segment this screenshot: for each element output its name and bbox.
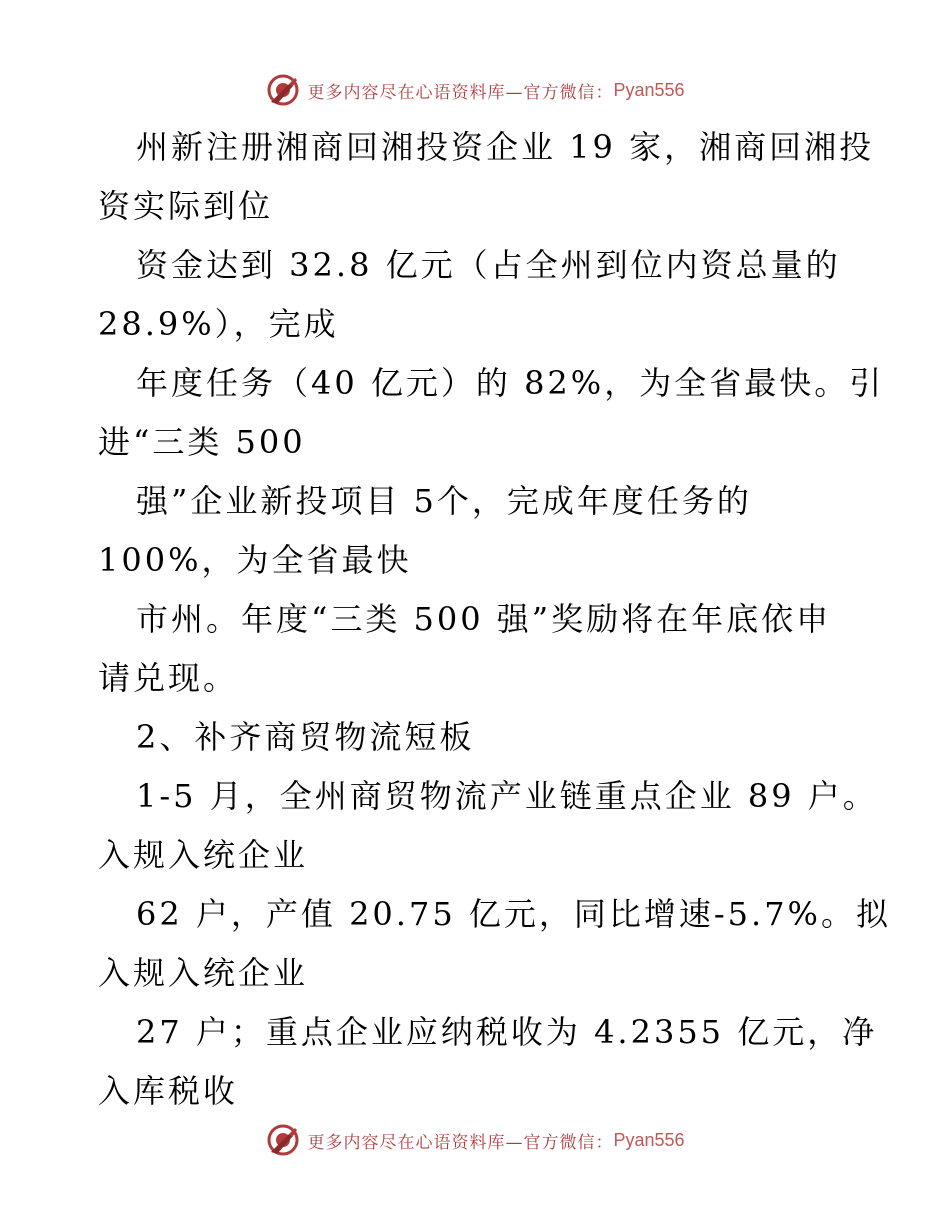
text-line: 入规入统企业 <box>98 954 309 992</box>
watermark-text: 更多内容尽在心语资料库—官方微信： <box>307 82 614 103</box>
header-watermark <box>0 70 950 110</box>
text-line: 27 户；重点企业应纳税收为 4.2355 亿元，净 <box>136 1013 878 1051</box>
text-line: 市州。年度“三类 500 强”奖励将在年底依申 <box>136 600 832 638</box>
text-line: 28.9%），完成 <box>98 305 339 343</box>
text-line: 资金达到 32.8 亿元（占全州到位内资总量的 <box>136 246 841 284</box>
text-line: 强”企业新投项目 5个，完成年度任务的 <box>136 482 752 520</box>
watermark-id: Pyan556 <box>613 1129 685 1150</box>
text-line: 入库税收 <box>98 1072 239 1110</box>
text-line: 62 户，产值 20.75 亿元，同比增速-5.7%。拟 <box>136 895 891 933</box>
text-line: 入规入统企业 <box>98 836 309 874</box>
text-line: 请兑现。 <box>98 659 239 697</box>
text-line: 进“三类 500 <box>98 423 306 461</box>
text-line: 100%，为全省最快 <box>98 541 412 579</box>
pen-seal-icon <box>265 72 301 108</box>
watermark-text: 更多内容尽在心语资料库—官方微信： <box>307 1132 614 1153</box>
text-line: 州新注册湘商回湘投资企业 19 家，湘商回湘投 <box>136 128 875 166</box>
document-body <box>98 118 891 1121</box>
text-line: 1-5 月，全州商贸物流产业链重点企业 89 户。 <box>136 777 878 815</box>
text-line: 资实际到位 <box>98 187 274 225</box>
pen-seal-icon <box>265 1122 301 1158</box>
section-heading: 2、补齐商贸物流短板 <box>136 718 475 756</box>
watermark-id: Pyan556 <box>613 79 685 100</box>
text-line: 年度任务（40 亿元）的 82%，为全省最快。引 <box>136 364 885 402</box>
footer-watermark <box>0 1120 950 1160</box>
